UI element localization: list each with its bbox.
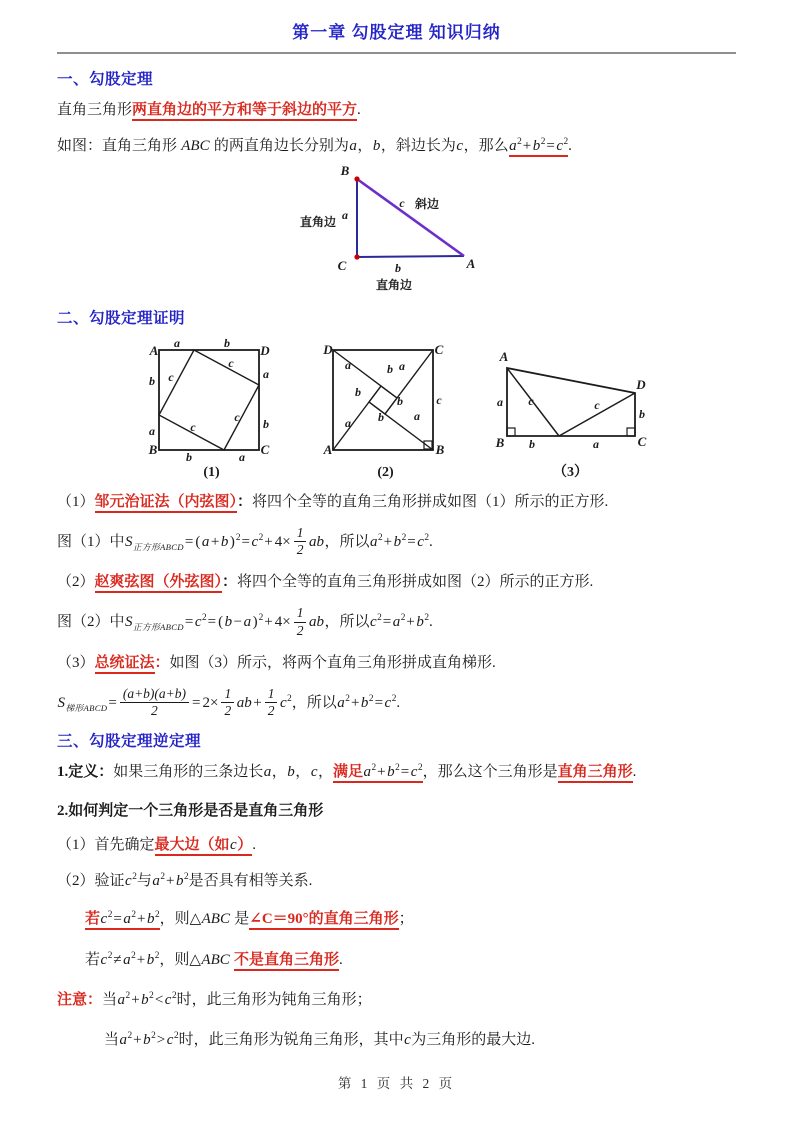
figure-label: D [635, 376, 646, 392]
figure-label: b [394, 260, 401, 275]
figure-label: a [413, 408, 420, 423]
figure-label: a [344, 415, 351, 430]
paragraph-step2: （2）验证$c^2$与$a^2+ b^2$是否具有相等关系. [57, 872, 313, 890]
proof-figure-1-inner-xian [147, 338, 277, 464]
figure-label: 直角边 [299, 214, 336, 229]
figure-label: b [396, 393, 403, 408]
paragraph-theorem-figure-intro: 如图：直角三角形 ABC 的两直角边长分别为a，b，斜边长为c，那么$a^2+ b^2= c^2$. [57, 135, 736, 158]
figure-label: b [528, 436, 535, 451]
proof-figures-row [57, 338, 736, 481]
figure-label: a [262, 366, 269, 381]
figure-label: b [638, 406, 645, 421]
figure-label: A [466, 255, 475, 271]
section-3-heading: 三、勾股定理逆定理 [57, 733, 202, 751]
triangle-leg-b [357, 256, 464, 257]
figure-label: 斜边 [414, 196, 439, 211]
page-number-footer: 第 1 页 共 2 页 [337, 1076, 456, 1091]
figure-label: c [593, 397, 600, 412]
figure-label: A [323, 441, 332, 457]
figure-label: A [149, 342, 158, 358]
right-triangle-figure [282, 163, 512, 295]
figure-label: a [592, 436, 599, 451]
figure-label: b [148, 373, 155, 388]
figure1-caption: (1) [203, 464, 220, 480]
figure-label: C [337, 257, 346, 273]
figure-label: 直角边 [375, 277, 412, 292]
figure-label: b [386, 361, 393, 376]
figure-label: b [262, 416, 269, 431]
paragraph-proof3-formula: $S_{梯形ABCD}=$ $\frac{(a+b)(a+b)}{2}$ = 2× $\frac{1}{2}$ ab + $\frac{1}{2}$ $c^2$，所以$a^2+ b^2= c^2$. [57, 685, 401, 719]
paragraph-case-equal: 若$c^2= a^2+ b^2$，则△ABC 是∠C＝90°的直角三角形； [57, 908, 736, 931]
trapezoid-outline [507, 368, 635, 436]
section-2-heading: 二、勾股定理证明 [57, 309, 186, 327]
paragraph-proof3-title: （3）总统证法：如图（3）所示，将两个直角三角形拼成直角梯形. [57, 652, 736, 675]
proof-figure-3-trapezoid [495, 348, 647, 460]
paragraph-step1: （1）首先确定最大边（如c）. [57, 834, 736, 857]
figure-label: A [499, 348, 508, 364]
figure-label: D [259, 342, 270, 358]
figure-label: a [238, 449, 245, 464]
figure2-caption: (2) [377, 464, 394, 480]
figure-label: a [344, 357, 351, 372]
proof-figure-2-outer-xian [321, 340, 451, 464]
page-title: 第一章 勾股定理 知识归纳 [292, 23, 501, 42]
paragraph-note-obtuse: 注意：当$a^2+ b^2< c^2$时，此三角形为钝角三角形； [57, 990, 372, 1008]
figure-label: B [495, 434, 504, 450]
figure-label: c [398, 195, 405, 210]
right-angle-marker-C [627, 428, 635, 436]
proof-figure-2-wrap [321, 340, 451, 481]
paragraph-proof2-formula: 图（2）中$S_{正方形ABCD}= c^2=$ ( b − a )$^2$+ 4× $\frac{1}{2}$ ab，所以$c^2= a^2+ b^2$. [57, 605, 433, 638]
vertex-dot-C [354, 254, 359, 259]
vertex-dot-B [354, 176, 359, 181]
figure-label: c [189, 419, 196, 434]
figure-label: b [223, 337, 230, 350]
figure-label: D [322, 341, 333, 357]
paragraph-case-not-equal: 若$c^2\ne a^2+ b^2$，则△ABC 不是直角三角形. [57, 949, 736, 972]
paragraph-definition: 1.定义：如果三角形的三条边长a，b，c，满足$a^2+ b^2= c^2$，那么这个三角形是直角三角形. [57, 761, 736, 784]
title-divider [57, 52, 736, 54]
figure-label: a [496, 394, 503, 409]
section-1-heading: 一、勾股定理 [57, 71, 154, 88]
figure-label: a [398, 358, 405, 373]
figure-label: C [637, 433, 646, 449]
figure-label: b [377, 409, 384, 424]
paragraph-proof2-title: （2）赵爽弦图（外弦图）：将四个全等的直角三角形拼成如图（2）所示的正方形. [57, 571, 736, 594]
figure-label: b [354, 384, 361, 399]
paragraph-proof1-formula: 图（1）中$S_{正方形ABCD}=$ ( a + b )$^2= c^2+ 4\times$ $\frac{1}{2}$ ab，所以$a^2+ b^2= c^2$. [57, 524, 433, 557]
proof-figure-3-wrap [495, 348, 647, 481]
figure-label: C [260, 441, 269, 457]
figure3-caption: （3） [553, 464, 588, 480]
right-angle-marker-B [507, 428, 515, 436]
figure-label: C [434, 341, 443, 357]
inner-tilted-square [159, 350, 259, 450]
figure-label: b [185, 449, 192, 464]
figure-label: B [148, 441, 157, 457]
figure-label: c [527, 393, 534, 408]
paragraph-theorem-statement: 直角三角形两直角边的平方和等于斜边的平方. [57, 99, 736, 122]
proof-figure-1-wrap [147, 338, 277, 481]
outer-square [159, 350, 259, 450]
right-triangle-figure-wrap [57, 163, 736, 300]
paragraph-how-to-judge: 2.如何判定一个三角形是否是直角三角形 [57, 802, 324, 819]
figure-label: a [173, 337, 180, 350]
figure-label: c [167, 369, 174, 384]
figure-label: c [227, 355, 234, 370]
triangle-hypotenuse [357, 179, 464, 256]
figure-label: B [340, 162, 349, 178]
paragraph-note-acute: 当$a^2+ b^2> c^2$时，此三角形为锐角三角形，其中c为三角形的最大边. [104, 1031, 536, 1049]
figure-label: a [341, 207, 348, 222]
paragraph-proof1-title: （1）邹元治证法（内弦图）：将四个全等的直角三角形拼成如图（1）所示的正方形. [57, 491, 736, 514]
figure-label: c [233, 409, 240, 424]
figure-label: a [148, 423, 155, 438]
figure-label: B [435, 441, 444, 457]
figure-label: c [435, 392, 442, 407]
